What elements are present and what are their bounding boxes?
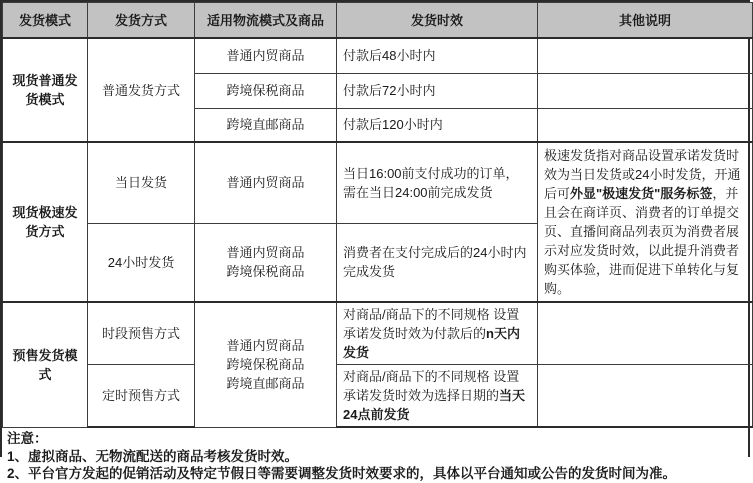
- cell-other-empty: [538, 73, 753, 108]
- cell-product-list: [195, 223, 337, 302]
- cell-sla: 付款后72小时内: [337, 73, 538, 108]
- cell-other-empty: [538, 108, 753, 142]
- cell-method-normal: 普通发货方式: [88, 38, 195, 142]
- col-header-logistics: 适用物流模式及商品: [195, 3, 337, 39]
- product-line: 跨境直邮商品: [226, 376, 305, 392]
- table-row: [3, 365, 753, 428]
- cell-mode-normal: 现货普通发货模式: [3, 38, 88, 142]
- cell-sla: 对商品/商品下的不同规格 设置承诺发货时效为选择日期的当天24点前发货: [337, 365, 538, 428]
- shipping-modes-table: [2, 2, 753, 428]
- cell-other-empty: [538, 365, 753, 428]
- notes-title: 注意：: [7, 431, 48, 446]
- cell-sla: 对商品/商品下的不同规格 设置承诺发货时效为付款后的n天内发货: [337, 302, 538, 365]
- cell-mode-presale: 预售发货模式: [3, 302, 88, 427]
- notes-section: [2, 428, 748, 483]
- note-item-1: 1、虚拟商品、无物流配送的商品考核发货时效。: [7, 448, 299, 464]
- cell-sla: 当日16:00前支付成功的订单，需在当日24:00前完成发货: [337, 142, 538, 223]
- col-header-mode: 发货模式: [3, 3, 88, 39]
- cell-sla: 消费者在支付完成后的24小时内完成发货: [337, 223, 538, 302]
- cell-product: 普通内贸商品: [195, 142, 337, 223]
- cell-method: 时段预售方式: [88, 302, 195, 365]
- cell-other-empty: [538, 38, 753, 73]
- cell-sla: 付款后48小时内: [337, 38, 538, 73]
- cell-sla: 付款后120小时内: [337, 108, 538, 142]
- note-item-2: 2、平台官方发起的促销活动及特定节假日等需要调整发货时效要求的，具体以平台通知或公告的发货时间为准。: [7, 466, 677, 481]
- product-line: 跨境保税商品: [226, 357, 305, 373]
- cell-product: 跨境直邮商品: [195, 108, 337, 142]
- cell-method: 当日发货: [88, 142, 195, 223]
- cell-product-list: [195, 302, 337, 427]
- cell-other-empty: [538, 302, 753, 365]
- cell-product: 跨境保税商品: [195, 73, 337, 108]
- table-row: [3, 38, 753, 73]
- table-row: [3, 142, 753, 223]
- col-header-sla: 发货时效: [337, 3, 538, 39]
- col-header-method: 发货方式: [88, 3, 195, 39]
- product-line: 跨境保税商品: [226, 264, 305, 280]
- cell-product: 普通内贸商品: [195, 38, 337, 73]
- cell-method: 24小时发货: [88, 223, 195, 302]
- table-row: [3, 302, 753, 365]
- product-line: 普通内贸商品: [226, 338, 305, 354]
- header-row: [3, 3, 753, 39]
- cell-other-express-note: 极速发货指对商品设置承诺发货时效为当日发货或24小时发货，开通后可外显"极速发货"服务标签，并且会在商详页、消费者的订单提交页、直播间商品列表页为消费者展示对应发货时效，以此提升消费者购买体验，进而促进下单转化与复购。: [538, 142, 753, 302]
- cell-method: 定时预售方式: [88, 365, 195, 428]
- product-line: 普通内贸商品: [226, 245, 305, 261]
- cell-mode-express: 现货极速发货方式: [3, 142, 88, 302]
- col-header-other: 其他说明: [538, 3, 753, 39]
